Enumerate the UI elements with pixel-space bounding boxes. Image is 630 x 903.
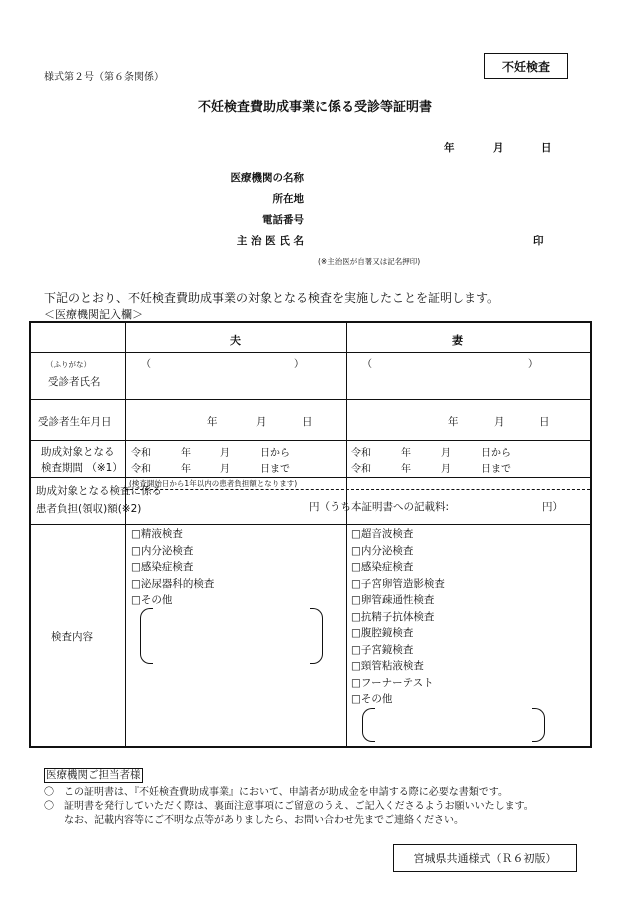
- wife-period-from-era: 令和: [351, 448, 371, 459]
- husband-furigana-paren-close: ）: [294, 359, 304, 370]
- period-label-line1: 助成対象となる: [41, 446, 115, 458]
- wife-birth-year: 年: [448, 416, 459, 428]
- date-month-label: 月: [493, 142, 504, 154]
- husband-other-bracket-left: [140, 608, 153, 664]
- certification-statement: 下記のとおり、不妊検査費助成事業の対象となる検査を実施したことを証明します。: [44, 291, 500, 305]
- wife-birth-month: 月: [494, 416, 505, 428]
- table-divider: [31, 352, 590, 353]
- test-checkbox-item[interactable]: □感染症検査: [131, 561, 194, 573]
- husband-period-from-year: 年: [181, 448, 191, 459]
- wife-furigana-paren-open: （: [362, 359, 372, 370]
- table-divider: [31, 440, 590, 441]
- wife-test-list: [351, 526, 445, 708]
- husband-period-from-day: 日から: [260, 448, 290, 459]
- table-divider: [125, 489, 590, 490]
- tests-label: 検査内容: [51, 631, 93, 643]
- wife-period-from-year: 年: [401, 448, 411, 459]
- category-box: 不妊検査: [484, 53, 568, 79]
- date-year-label: 年: [444, 142, 455, 154]
- contact-label: 医療機関ご担当者様: [46, 769, 141, 781]
- test-checkbox-item[interactable]: □頸管粘液検査: [351, 660, 424, 672]
- wife-furigana-paren-close: ）: [528, 359, 538, 370]
- test-checkbox-item[interactable]: □子宮卵管造影検査: [351, 577, 445, 590]
- page-title: 不妊検査費助成事業に係る受診等証明書: [197, 100, 432, 115]
- seal-note: (※主治医が自署又は記名押印): [318, 257, 421, 266]
- seal-label: 印: [533, 235, 544, 247]
- certification-table: [29, 321, 592, 748]
- contact-note-1: 〇 この証明書は、『不妊検査費助成事業』において、申請者が助成金を申請する際に必要な書類です。: [44, 787, 508, 798]
- doctor-name-label: 主 治 医 氏 名: [236, 235, 304, 247]
- husband-birth-year: 年: [207, 416, 218, 428]
- test-checkbox-item[interactable]: □内分泌検査: [351, 544, 414, 557]
- wife-period-to-era: 令和: [351, 464, 371, 475]
- birth-label: 受診者生年月日: [38, 416, 112, 428]
- institution-phone-label: 電話番号: [262, 214, 304, 226]
- wife-period-to-year: 年: [401, 464, 411, 475]
- test-checkbox-item[interactable]: □泌尿器科的検査: [131, 577, 215, 590]
- wife-period-to-month: 月: [441, 464, 451, 475]
- form-number: 様式第２号（第６条関係）: [44, 72, 164, 83]
- burden-label-line1: 助成対象となる検査に係る: [36, 485, 162, 497]
- husband-period-to-day: 日まで: [260, 464, 290, 475]
- test-checkbox-item[interactable]: □子宮鏡検査: [351, 643, 414, 656]
- husband-period-to-month: 月: [220, 464, 230, 475]
- test-checkbox-item[interactable]: □内分泌検査: [131, 544, 194, 557]
- burden-amount-close: 円）: [542, 501, 563, 513]
- wife-birth-day: 日: [539, 416, 550, 428]
- wife-period-to-day: 日まで: [481, 464, 511, 475]
- husband-other-bracket-right: [310, 608, 323, 664]
- period-label-line2: 検査期間 （※1）: [41, 462, 123, 474]
- name-ruby-label: （ふりがな）: [46, 360, 91, 369]
- husband-period-from-era: 令和: [131, 448, 151, 459]
- husband-period-to-year: 年: [181, 464, 191, 475]
- contact-note-2: 〇 証明書を発行していただく際は、裏面注意事項にご留意のうえ、ご記入くださるようお願いいたします。: [44, 801, 534, 812]
- test-checkbox-item[interactable]: □超音波検査: [351, 528, 414, 540]
- wife-period-from-day: 日から: [481, 448, 511, 459]
- wife-other-bracket-right: [532, 708, 545, 742]
- table-divider: [31, 399, 590, 400]
- column-wife: 妻: [452, 334, 463, 347]
- husband-birth-day: 日: [302, 416, 313, 428]
- husband-period-from-month: 月: [220, 448, 230, 459]
- entry-section-label: ＜医療機関記入欄＞: [44, 308, 143, 321]
- husband-birth-month: 月: [256, 416, 267, 428]
- wife-period-from-month: 月: [441, 448, 451, 459]
- husband-furigana-paren-open: （: [141, 359, 151, 370]
- test-checkbox-item[interactable]: □感染症検査: [351, 561, 414, 573]
- footer-form-version: 宮城県共通様式（Ｒ６初版）: [393, 844, 577, 872]
- burden-label-line2: 患者負担(領収)額(※2): [36, 503, 142, 515]
- test-checkbox-item[interactable]: □卵管疎通性検査: [351, 594, 435, 606]
- table-divider: [125, 323, 126, 746]
- table-divider: [31, 524, 590, 525]
- date-day-label: 日: [541, 142, 552, 154]
- test-checkbox-item[interactable]: □精液検査: [131, 528, 183, 540]
- test-checkbox-item[interactable]: □腹腔鏡検査: [351, 627, 414, 639]
- institution-address-label: 所在地: [272, 193, 304, 205]
- test-checkbox-item[interactable]: □その他: [351, 693, 393, 705]
- table-divider: [346, 323, 347, 746]
- contact-note-3: なお、記載内容等にご不明な点等がありましたら、お問い合わせ先までご連絡ください。: [44, 815, 464, 826]
- wife-other-bracket-left: [362, 708, 375, 742]
- name-label: 受診者氏名: [48, 376, 101, 388]
- burden-note: (検査開始日から1年以内の患者負担額となります): [129, 479, 298, 488]
- husband-test-list: [131, 526, 214, 609]
- table-divider: [31, 477, 590, 478]
- column-husband: 夫: [230, 334, 241, 347]
- test-checkbox-item[interactable]: □その他: [131, 594, 173, 606]
- institution-name-label: 医療機関の名称: [230, 172, 304, 184]
- husband-period-to-era: 令和: [131, 464, 151, 475]
- burden-amount-text: 円（うち本証明書への記載料:: [309, 501, 450, 513]
- test-checkbox-item[interactable]: □フーナーテスト: [351, 676, 434, 689]
- test-checkbox-item[interactable]: □抗精子抗体検査: [351, 610, 435, 623]
